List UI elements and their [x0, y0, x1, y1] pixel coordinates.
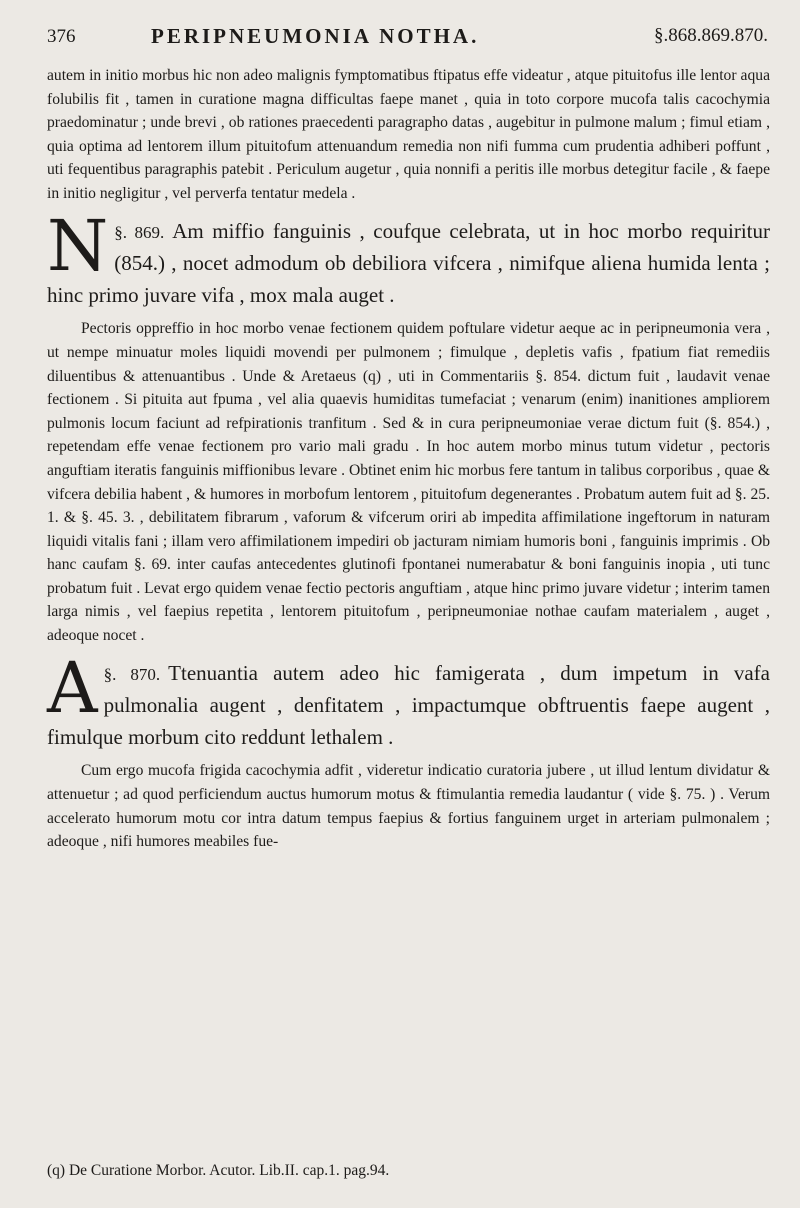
running-title: PERIPNEUMONIA NOTHA. — [151, 24, 480, 48]
aphorism-869-text: Am miffio fanguinis , coufque celebrata, ut in hoc morbo requiritur (854.) , nocet admodum ob debiliora vifcera , nimifque aliena humida lenta ; hinc primo juvare vifa , mox mala auget . — [47, 218, 770, 307]
page-body — [47, 64, 770, 854]
running-header — [47, 24, 768, 54]
commentary-870: Cum ergo mucofa frigida cacochymia adfit , videretur indicatio curatoria jubere , ut illud lentum dividatur & attenuetur ; ad quod perficiendum auctus humorum motus & ftimulantia remedia laudantur ( vide §. 75. ) . Verum accelerato humorum motu cor intra datum tempus faepius & fortius fanguinem urget in arteriam pulmonalem ; adeoque , nifi humores meabiles fue- — [47, 762, 770, 851]
aphorism-869 — [47, 204, 770, 312]
aphorism-870-text: Ttenuantia autem adeo hic famigerata , dum impetum in vafa pulmonalia augent , denfitatem , impactumque obftruentis faepe augent , fimulque morbum cito reddunt lethalem . — [47, 660, 771, 749]
page-number: 376 — [47, 26, 76, 47]
aphorism-870 — [47, 646, 771, 754]
section-number-869: §. 869. — [114, 222, 165, 242]
footnote: (q) De Curatione Morbor. Acutor. Lib.II. cap.1. pag.94. — [47, 1162, 390, 1179]
drop-cap-a: A — [47, 646, 98, 729]
intro-paragraph: autem in initio morbus hic non adeo malignis fymptomatibus ftipatus effe videatur , atque pituitofus ille lentor aqua folubilis fit , tamen in curatione magna difficultas faepe manet , quia in toto corpore mucofa talis cacochymia praedominatur ; unde brevi , ob rationes praecedenti paragrapho datas , augebitur in pulmone malum ; fimul etiam , quia optima ad lentorem illum pituitofum attenuandum remedia non nifi fumma cum prudentia adhiberi poffunt , uti fequentibus paragraphis patebit . Periculum augetur , quia nonnifi a peritis ille morbus detegitur facile , & faepe in initio negligitur , vel perverfa tentatur medela . — [47, 67, 770, 202]
section-number-870: §. 870. — [103, 664, 161, 684]
drop-cap-n: N — [47, 204, 109, 287]
commentary-869: Pectoris oppreffio in hoc morbo venae fectionem quidem poftulare videtur aeque ac in peripneumonia vera , ut nempe minuatur moles liquidi movendi per pulmonem ; fimulque , depletis vafis , fpatium fiat remediis diluentibus & attenuantibus . Unde & Aretaeus (q) , uti in Commentariis §. 854. dictum fuit , laudavit venae fectionem . Si pituita aut fpuma , vel alia quaevis humiditas tumefaciat ; venarum (enim) inanitiones ampliorem pulmonis locum faciunt ad refpirationis tranfitum . Sed & in cura peripneumoniae verae dictum fuit (§. 854.) , repetendam effe venae fectionem pro vario mali gradu . In hoc autem morbo minus tutum videtur , pectoris anguftiam iteratis fanguinis miffionibus levare . Obtinet enim hic morbus fere tantum in talibus corporibus , quae & vifcera debilia habent , & humores in morbofum lentorem , pituitofum degenerantes . Probatum autem fuit ad §. 25. 1. & §. 45. 3. , debilitatem fibrarum , vaforum & vifcerum oriri ab impedita affimilatione ingeftorum in naturam liquidi vitalis fani ; illam vero affimilationem impediri ob jacturam nimiam humoris boni , fanguinis imprimis . Ob hanc caufam §. 69. inter caufas antecedentes glutinofi fpontanei numerabatur & boni fanguinis inopia , uti tunc probatum fuit . Levat ergo quidem venae fectio pectoris anguftiam , atque hinc primo juvare videtur ; interim tamen larga nimis , vel faepius repetita , lentorem pituitofum , peripneumoniae nothae caufam materialem , auget , adeoque nocet . — [47, 320, 770, 645]
section-range: §.868.869.870. — [654, 25, 768, 46]
